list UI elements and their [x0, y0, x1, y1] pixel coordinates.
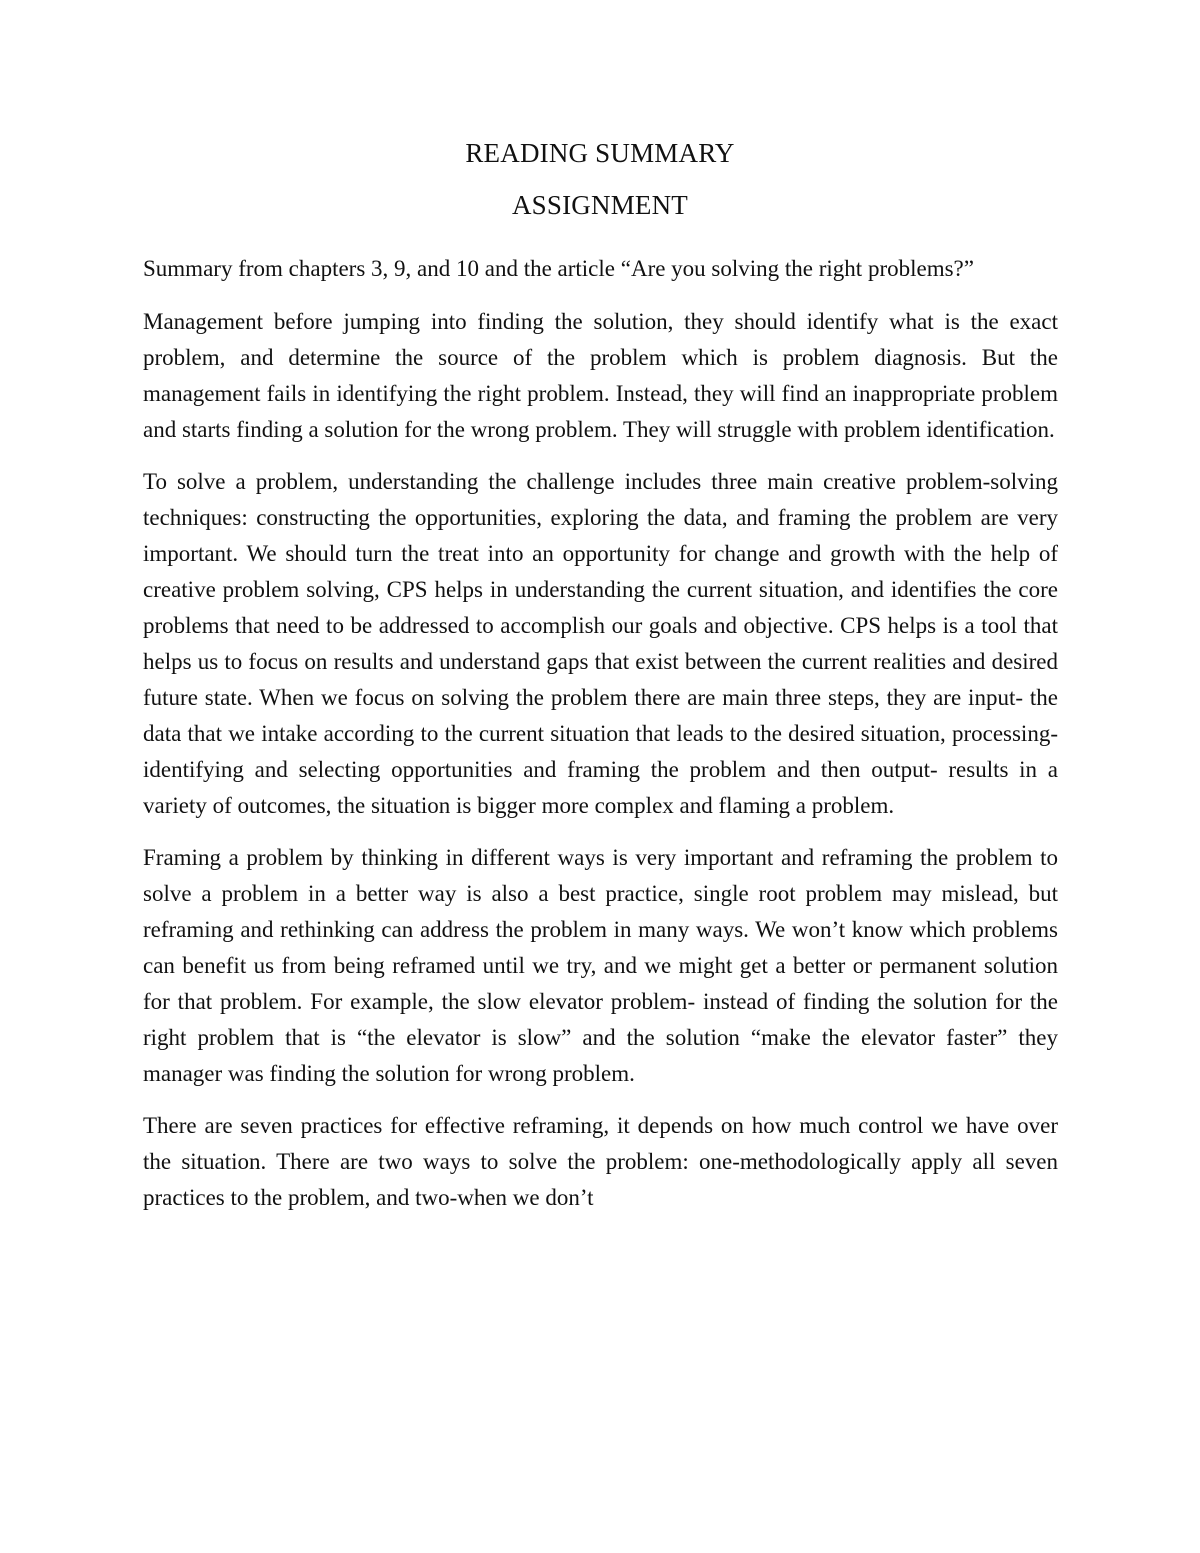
intro-paragraph: Summary from chapters 3, 9, and 10 and the article “Are you solving the right problems?” — [143, 256, 974, 281]
document-body — [143, 252, 1058, 1232]
document-title: READING SUMMARY — [465, 138, 735, 168]
paragraph-creative-problem-solving: To solve a problem, understanding the challenge includes three main creative problem-solving techniques: constructing the opportunities, exploring the data, and framing the problem are very important. We should turn the treat into an opportunity for change and growth with the help of creative problem solving, CPS helps in understanding the current situation, and identifies the core problems that need to be addressed to accomplish our goals and objective. CPS helps is a tool that helps us to focus on results and understand gaps that exist between the current realities and desired future state. When we focus on solving the problem there are main three steps, they are input- the data that we intake according to the current situation that leads to the desired situation, processing- identifying and selecting opportunities and framing the problem and then output- results in a variety of outcomes, the situation is bigger more complex and flaming a problem. — [143, 469, 1058, 818]
paragraph-problem-diagnosis: Management before jumping into finding the solution, they should identify what is the exact problem, and determine the source of the problem which is problem diagnosis. But the management fails in identifying the right problem. Instead, they will find an inappropriate problem and starts finding a solution for the wrong problem. They will struggle with problem identification. — [143, 309, 1058, 442]
title-block — [0, 140, 1200, 219]
paragraph-reframing: Framing a problem by thinking in different ways is very important and reframing the problem to solve a problem in a better way is also a best practice, single root problem may mislead, but reframing and rethinking can address the problem in many ways. We won’t know which problems can benefit us from being reframed until we try, and we might get a better or permanent solution for that problem. For example, the slow elevator problem- instead of finding the solution for the right problem that is “the elevator is slow” and the solution “make the elevator faster” they manager was finding the solution for wrong problem. — [143, 845, 1058, 1086]
paragraph-seven-practices: There are seven practices for effective reframing, it depends on how much control we have over the situation. There are two ways to solve the problem: one-methodologically apply all seven practices to the problem, and two-when we don’t — [143, 1113, 1058, 1210]
document-subtitle: ASSIGNMENT — [511, 190, 688, 220]
